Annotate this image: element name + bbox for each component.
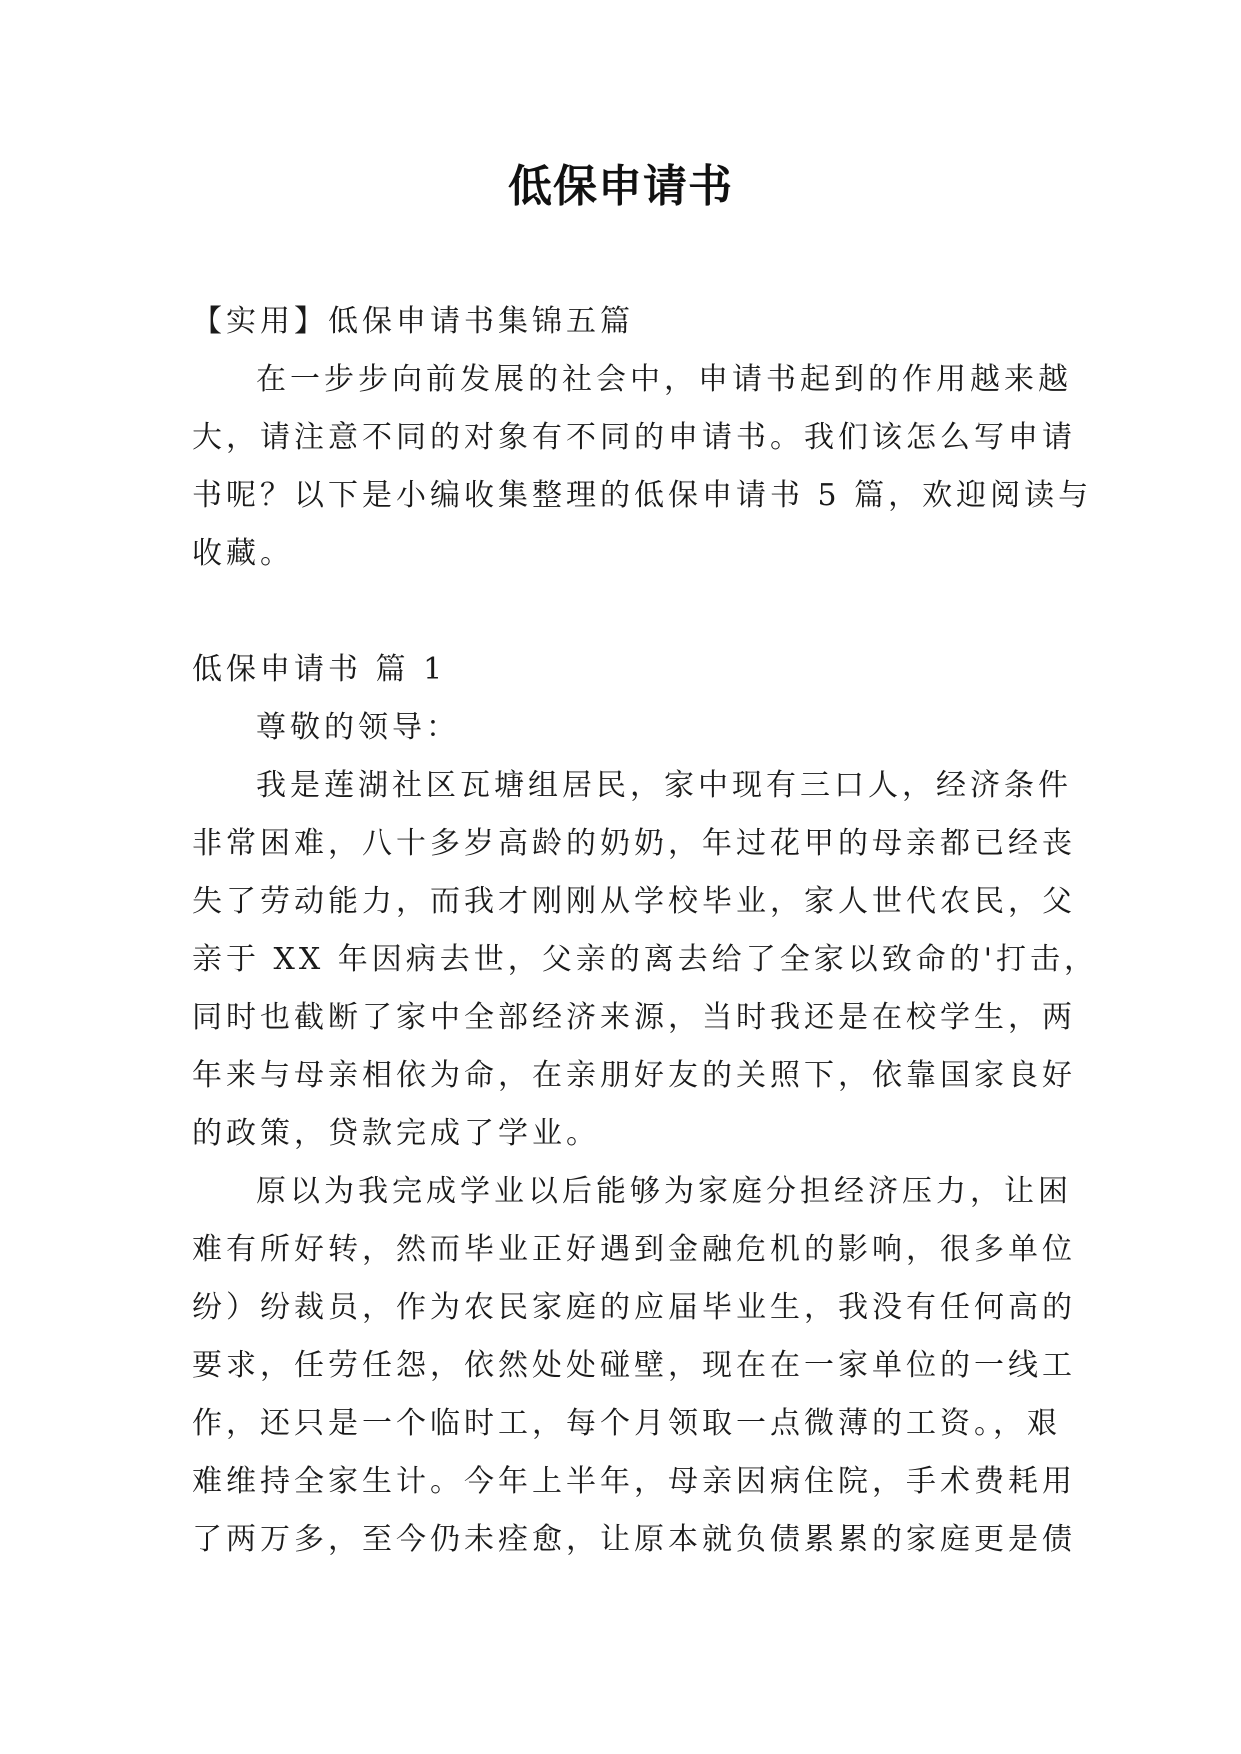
paragraph-line: 年来与母亲相依为命，在亲朋好友的关照下，依靠国家良好 xyxy=(192,1058,1076,1093)
paragraph-line: 原以为我完成学业以后能够为家庭分担经济压力，让困 xyxy=(256,1174,1072,1209)
intro-line: 书呢？以下是小编收集整理的低保申请书 5 篇，欢迎阅读与 xyxy=(192,478,1093,513)
paragraph-line: 非常困难，八十多岁高龄的奶奶，年过花甲的母亲都已经丧 xyxy=(192,826,1076,861)
paragraph-line: 作，还只是一个临时工，每个月领取一点微薄的工资。，艰 xyxy=(192,1406,1061,1441)
paragraph-line: 我是莲湖社区瓦塘组居民，家中现有三口人，经济条件 xyxy=(256,768,1072,803)
section-heading: 低保申请书 篇 1 xyxy=(192,652,447,687)
paragraph-line: 同时也截断了家中全部经济来源，当时我还是在校学生，两 xyxy=(192,1000,1076,1035)
paragraph-line: 了两万多，至今仍未痊愈，让原本就负债累累的家庭更是债 xyxy=(192,1522,1076,1557)
spacer xyxy=(192,583,1052,641)
document-subtitle: 【实用】低保申请书集锦五篇 xyxy=(192,304,634,339)
document-body xyxy=(192,293,1099,1569)
paragraph-line: 难维持全家生计。今年上半年，母亲因病住院，手术费耗用 xyxy=(192,1464,1076,1499)
salutation: 尊敬的领导： xyxy=(256,710,460,745)
document-title: 低保申请书 xyxy=(508,161,733,212)
intro-line: 收藏。 xyxy=(192,536,294,571)
paragraph-line: 纷）纷裁员，作为农民家庭的应届毕业生，我没有任何高的 xyxy=(192,1290,1076,1325)
paragraph-line: 亲于 XX 年因病去世，父亲的离去给了全家以致命的'打击， xyxy=(192,942,1099,977)
paragraph-line: 要求，任劳任怨，依然处处碰壁，现在在一家单位的一线工 xyxy=(192,1348,1076,1383)
paragraph-line: 难有所好转，然而毕业正好遇到金融危机的影响，很多单位 xyxy=(192,1232,1076,1267)
paragraph-line: 失了劳动能力，而我才刚刚从学校毕业，家人世代农民，父 xyxy=(192,884,1076,919)
intro-line: 大，请注意不同的对象有不同的申请书。我们该怎么写申请 xyxy=(192,420,1076,455)
paragraph-line: 的政策，贷款完成了学业。 xyxy=(192,1116,600,1151)
intro-line: 在一步步向前发展的社会中，申请书起到的作用越来越 xyxy=(256,362,1072,397)
